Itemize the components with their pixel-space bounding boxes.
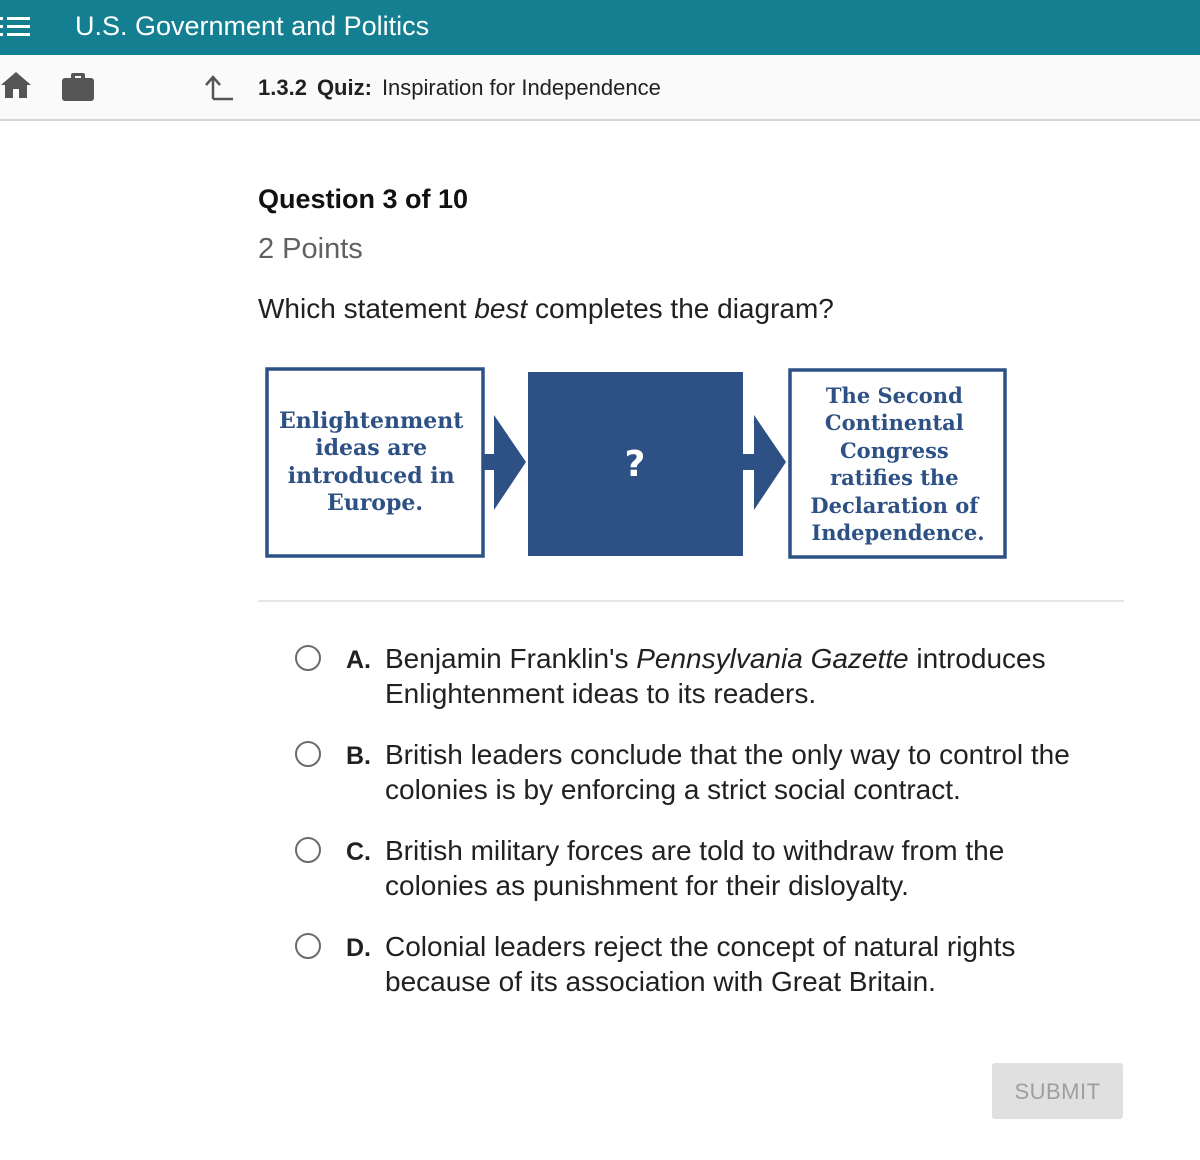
box-cause-line: introduced in bbox=[287, 463, 455, 489]
question-number: Question 3 of 10 bbox=[258, 184, 469, 214]
lesson-title: Inspiration for Independence bbox=[381, 75, 661, 100]
box-cause-line: Enlightenment bbox=[278, 408, 464, 434]
radio-button-a[interactable] bbox=[295, 645, 321, 671]
box-effect-line: Continental bbox=[824, 410, 964, 435]
question-mark: ? bbox=[624, 444, 646, 485]
box-cause-line: ideas are bbox=[315, 435, 428, 461]
box-effect-line: ratifies the bbox=[830, 465, 959, 490]
prompt-text-end: completes the diagram? bbox=[527, 293, 834, 324]
question-points: 2 Points bbox=[258, 233, 363, 265]
option-letter: A. bbox=[346, 646, 371, 674]
option-text: British leaders conclude that the only way to control the colonies is by enforcing a strict social contract. bbox=[385, 739, 1070, 805]
option-letter: D. bbox=[346, 934, 371, 962]
box-effect-line: Independence. bbox=[811, 520, 985, 545]
submit-button[interactable]: SUBMIT bbox=[992, 1063, 1123, 1119]
option-letter: C. bbox=[346, 838, 371, 866]
option-text-end: introduces Enlightenment ideas to its readers. bbox=[385, 643, 1046, 709]
prompt-emphasis: best bbox=[474, 293, 528, 324]
box-effect-line: Congress bbox=[839, 438, 949, 463]
lesson-number: 1.3.2 bbox=[258, 75, 307, 100]
flow-diagram bbox=[264, 366, 1009, 561]
diagram-box-cause bbox=[267, 369, 483, 556]
radio-button-c[interactable] bbox=[295, 837, 321, 863]
app-header bbox=[0, 0, 1200, 55]
option-text-start: Benjamin Franklin's bbox=[385, 643, 637, 674]
arrow-right-icon bbox=[483, 415, 526, 510]
box-effect-line: The Second bbox=[825, 383, 963, 408]
box-cause-line: Europe. bbox=[326, 490, 424, 516]
briefcase-icon[interactable] bbox=[61, 69, 95, 103]
divider bbox=[258, 600, 1124, 602]
up-arrow-icon[interactable] bbox=[203, 73, 235, 101]
option-letter: B. bbox=[346, 742, 371, 770]
home-icon[interactable] bbox=[0, 69, 32, 101]
diagram-box-missing bbox=[528, 372, 743, 556]
option-text-emphasis: Pennsylvania Gazette bbox=[636, 643, 909, 674]
radio-button-b[interactable] bbox=[295, 741, 321, 767]
radio-button-d[interactable] bbox=[295, 933, 321, 959]
option-text: British military forces are told to withdraw from the colonies as punishment for their disloyalty. bbox=[385, 835, 1005, 901]
diagram-box-effect bbox=[790, 370, 1005, 557]
arrow-right-icon bbox=[743, 415, 786, 510]
menu-icon[interactable] bbox=[0, 14, 30, 40]
box-effect-line: Declaration of bbox=[810, 493, 979, 518]
question-prompt bbox=[258, 292, 834, 326]
prompt-text-start: Which statement bbox=[258, 293, 475, 324]
option-text bbox=[385, 641, 1105, 711]
breadcrumb bbox=[258, 74, 661, 102]
app-title: U.S. Government and Politics bbox=[75, 11, 430, 41]
option-text: Colonial leaders reject the concept of natural rights because of its association with Great Britain. bbox=[385, 931, 1016, 997]
lesson-kind: Quiz: bbox=[316, 75, 372, 100]
sub-navigation-bar bbox=[0, 55, 1200, 121]
